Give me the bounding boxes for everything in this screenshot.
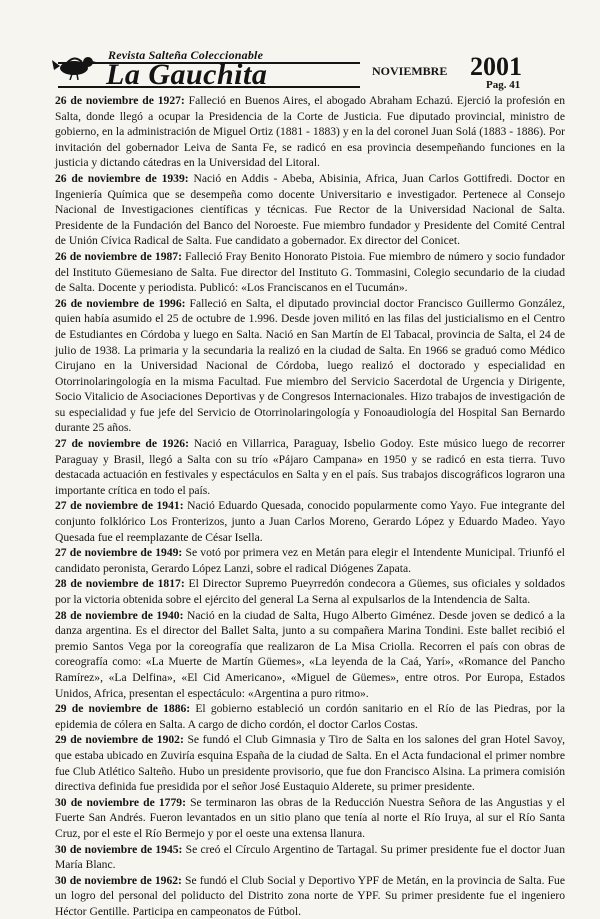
entry-text: Se terminaron las obras de la Reducción Nuestra Señora de las Angustias y el Fuerte San Andrés. Fueron levantados en un sitio plano que tenía al norte el Río Iruya, al sur el Río Santa Cruz, por el este el Río Bermejo y por el oeste una extensa llanura. [55,795,565,840]
magazine-title: La Gauchita [106,58,268,91]
entry-date: 26 de noviembre de 1996: [55,296,186,310]
entry [55,436,565,498]
entry-text: El Director Supremo Pueyrredón condecora a Güemes, sus oficiales y soldados por la victoria obtenida sobre el ejército del general La Serna al expulsarlos de la Intendencia de Salta. [55,577,565,606]
entry-date: 30 de noviembre de 1779: [55,795,186,809]
entry-text: Falleció Fray Benito Honorato Pistoia. Fue miembro de número y socio fundador del Instituto Güemesiano de Salta. Fue director del Instituto G. Tommasini, Colegio secundario de la ciudad de Salta. Docente y periodista. Publicó: «Los Franciscanos en el Tucumán». [55,249,565,295]
entry-text: El gobierno estableció un cordón sanitario en el Río de las Piedras, por la epidemia de cólera en Salta. A cargo de dicho cordón, el doctor Carlos Costas. [55,702,565,731]
entry [55,842,565,873]
entry [55,498,565,545]
entry [55,93,565,171]
entry [55,576,565,607]
entry-text: Se votó por primera vez en Metán para elegir el Intendente Municipal. Triunfó el candidato peronista, Gerardo López Lanzi, sobre el radical Diógenes Zapata. [55,546,565,575]
entry-date: 30 de noviembre de 1962: [55,873,182,887]
entry [55,608,565,702]
article-body [55,93,565,919]
entry [55,795,565,842]
issue-year: 2001 [470,52,522,81]
entry-date: 29 de noviembre de 1902: [55,733,184,747]
entry [55,701,565,732]
entry-date: 28 de noviembre de 1940: [55,608,184,622]
entry [55,545,565,576]
entry-date: 27 de noviembre de 1926: [55,437,189,451]
entry-date: 27 de noviembre de 1941: [55,499,184,513]
entry-text: Falleció en Salta, el diputado provincial doctor Francisco Guillermo González, quien había asumido el 25 de octubre de 1.996. Desde joven militó en las filas del justicialismo en el Centro de Estudiantes en Córdoba y luego en Salta. Nació en San Martín de El Tabacal, provincia de Salta, el 24 de julio de 1938. La primaria y la secundaria la realizó en la ciudad de Salta. En 1966 se graduó como Médico Cirujano en la Universidad Nacional de Córdoba, luego realizó el doctorado y especialidad en Otorrinolaringología en la misma Facultad. Fue miembro del Servicio Sacerdotal de Urgencia y Dirigente, Socio Vitalicio de Asociaciones Deportivas y de Congresos Internacionales. Hizo trabajos de investigación de su especialidad y fue jefe del Servicio de Otorrinolaringología y Fonoaudiología del Hospital San Bernardo durante 25 años. [55,296,565,435]
magazine-header [0,0,600,90]
entry [55,873,565,919]
entry-text: Falleció en Buenos Aires, el abogado Abraham Echazú. Ejerció la profesión en Salta, donde llegó a ocupar la Presidencia de la Corte de Justicia. Fue diputado provincial, ministro de gobierno, en la administración de Miguel Ortiz (1881 - 1883) y en la del coronel Juan Solá (1883 - 1886). Por invitación del gobernador Leiva de Santa Fe, se radicó en esa provincia desempeñando funciones en la justicia y dictando cátedras en la Universidad del Litoral. [55,94,565,170]
entry-date: 29 de noviembre de 1886: [55,702,191,716]
entry-date: 26 de noviembre de 1927: [55,94,185,107]
entry [55,171,565,249]
entry-text: Se creó el Círculo Argentino de Tartagal. Su primer presidente fue el doctor Juan María Blanc. [55,842,565,872]
entry [55,732,565,794]
entry [55,296,565,436]
entry-text: Nació Eduardo Quesada, conocido popularmente como Yayo. Fue integrante del conjunto folklórico Los Fronterizos, junto a Juan Carlos Moreno, Gerardo López y Eduardo Madeo. Yayo Quesada fue el reemplazante de César Isella. [55,499,565,544]
entry-date: 28 de noviembre de 1817: [55,577,185,591]
entry-text: Se fundó el Club Social y Deportivo YPF de Metán, en la provincia de Salta. Fue un logro del personal del poliducto del Distrito zona norte de YPF. Su primer presidente fue el ingeniero Héctor Gentille. Participa en campeonatos de Fútbol. [55,873,565,918]
entry-text: Nació en la ciudad de Salta, Hugo Alberto Giménez. Desde joven se dedicó a la danza argentina. Es el director del Ballet Salta, junto a su compañera Marina Tondini. Este ballet recibió el premio Santos Vega por la coreografía que realizaron de La Misa Criolla. Recorren el país con obras de coreografía como: «La Muerte de Martín Güemes», «La leyenda de la Caá, Yarí», «Romance del Pancho Ramírez», «La Delfina», «El Cid Americano», «Miguel de Güemes», entre otros. Por Europa, Estados Unidos, Africa, presentan el espectáculo: «Argentina a puro ritmo». [55,608,565,700]
entry-date: 30 de noviembre de 1945: [55,842,183,856]
entry-date: 27 de noviembre de 1949: [55,546,183,560]
entry-date: 26 de noviembre de 1939: [55,171,189,185]
issue-month: NOVIEMBRE [372,64,448,78]
entry [55,249,565,296]
entry-text: Nació en Villarrica, Paraguay, Isbelio Godoy. Este músico luego de recorrer Paraguay y Brasil, llegó a Salta con su trío «Pájaro Campana» en 1950 y se radicó en esta tierra. Tuvo destacada actuación en festivales y espectáculos en Salta y en el país. Sus trabajos discográficos lograron una importante crítica en todo el país. [55,437,565,497]
page-number: Pag. 41 [486,79,521,91]
entry-text: Nació en Addis - Abeba, Abisinia, Africa, Juan Carlos Gottifredi. Doctor en Ingeniería Química que se desempeña como docente Universitario e investigador. Pertenece al Consejo Nacional de Investigaciones científicas y técnicas. Fue Rector de la Universidad Nacional de Salta. Presidente de la Fundación del Banco del Noroeste. Fue miembro fundador y Presidente del Comité Central de Unión Cívica Radical de Salta. Fue candidato a gobernador. Ex director del Conicet. [55,171,565,248]
entry-text: Se fundó el Club Gimnasia y Tiro de Salta en los salones del gran Hotel Savoy, que estaba ubicado en Zuviría esquina España de la ciudad de Salta. En el Acta fundacional el primer nombre fue Club Atlético Salteño. Hubo un presidente provisorio, que fue don Francisco Alsina. La primera comisión directiva definida fue presidida por el señor José Eustaquio Alderete, su primer presidente. [55,733,565,794]
entry-date: 26 de noviembre de 1987: [55,249,182,263]
magazine-subtitle: Revista Salteña Coleccionable [108,48,264,62]
